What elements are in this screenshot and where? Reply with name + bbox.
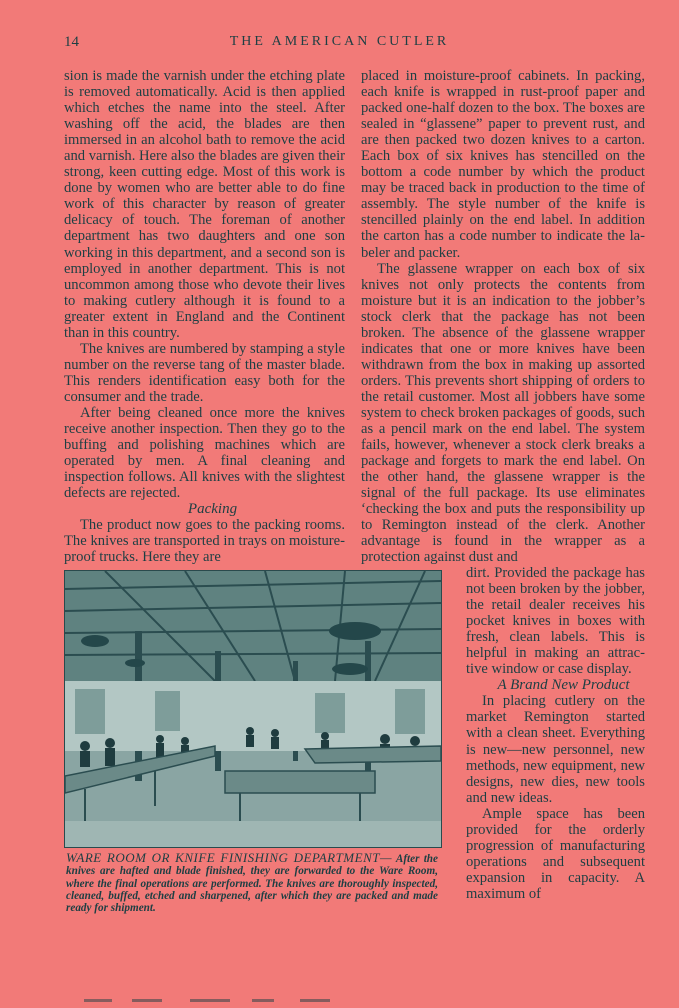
running-title: THE AMERICAN CUTLER — [229, 34, 450, 49]
section-heading-brand-new-product: A Brand New Product — [497, 677, 630, 694]
caption-title: WARE ROOM OR KNIFE FINISHING DEPARTMENT— — [66, 850, 393, 865]
section-heading-packing: Packing — [187, 501, 238, 518]
paragraph: dirt. Provided the package has not been broken by the jobber, the retail dealer receives his pocket knives in boxes with fresh, clean labels. This is helpful in making an attractive window or case display. — [466, 565, 645, 678]
page-edge-marks — [70, 990, 370, 1000]
figure-caption — [66, 852, 438, 914]
paragraph: The product now goes to the packing rooms. The knives are transported in trays on moisture-proof trucks. Here they are — [64, 517, 345, 566]
paragraph: sion is made the varnish under the etching plate is removed automatically. Acid is then applied which etches the name into the steel. After washing off the acid, the blades are then immersed in an alcohol bath to remove the acid and varnish. Here also the blades are given their strong, keen cutting edge. Most of this work is done by women who are better able to do fine work of this character by reason of greater delicacy of touch. The foreman of another department has two daughters and one son working in this department, and a second son is employed in another department. This is not uncommon among those who devote their lives to making cutlery although it is found to a greater extent in England and the Continent than in this country. — [64, 68, 345, 341]
paragraph: In placing cutlery on the market Remington started with a clean sheet. Everything is new—new personnel, new methods, new equipment, new designs, new dies, new tools and new ideas. — [466, 693, 645, 806]
page-number: 14 — [64, 34, 79, 50]
caption-body: After the knives are hafted and blade finished, they are forwarded to the Ware Room, where the final operations are performed. The knives are thoroughly inspected, cleaned, buffed, etched and sharpened, after which they are packed and made ready for shipment. — [66, 853, 438, 915]
ware-room-illustration — [65, 571, 441, 847]
narrow-column — [466, 565, 645, 902]
left-column — [64, 68, 345, 565]
paragraph: The glassene wrapper on each box of six knives not only protects the contents from moisture but it is an indication to the jobber’s stock clerk that the package has not been broken. The absence of the glassene wrapper indicates that one or more knives have been withdrawn from the box in making up assorted orders. This prevents short shipping of orders to the retail customer. Most all jobbers have some system to check broken packages of goods, such as a pencil mark on the end label. The system fails, however, whenever a stock clerk breaks a package and forgets to mark the end label. On the other hand, the glassene wrapper is the signal of the full package. Its use eliminates ‘checking the box and puts the responsibility up to Remington instead of the clerk. Another advantage is found in the wrapper as a protection against dust and — [361, 260, 645, 566]
paragraph: placed in moisture-proof cabinets. In packing, each knife is wrapped in rust-proof paper and packed one-half dozen to the box. The boxes are sealed in “glassene” paper to prevent rust, and are then packed two dozen knives to a carton. Each box of six knives has stencilled on the bottom a code number by which the product may be traced back in production to the time of assembly. The style number of the knife is stencilled plainly on the end label. In addition the carton has a code number to indicate the labeler and packer. — [361, 68, 645, 261]
edge-marks-graphic — [70, 993, 370, 1003]
page-header — [0, 34, 679, 54]
paragraph: Ample space has been provided for the orderly progression of manufacturing operations and subsequent expansion in capacity. A maximum of — [466, 805, 645, 902]
paragraph: The knives are numbered by stamping a style number on the reverse tang of the master blade. This renders identification easy both for the consumer and the trade. — [64, 340, 345, 405]
paragraph: After being cleaned once more the knives receive another inspection. Then they go to the buffing and polishing machines which are operated by men. A final cleaning and inspection follows. All knives with the slightest defects are rejected. — [64, 404, 345, 502]
factory-photo — [64, 570, 442, 848]
right-column — [361, 68, 645, 565]
